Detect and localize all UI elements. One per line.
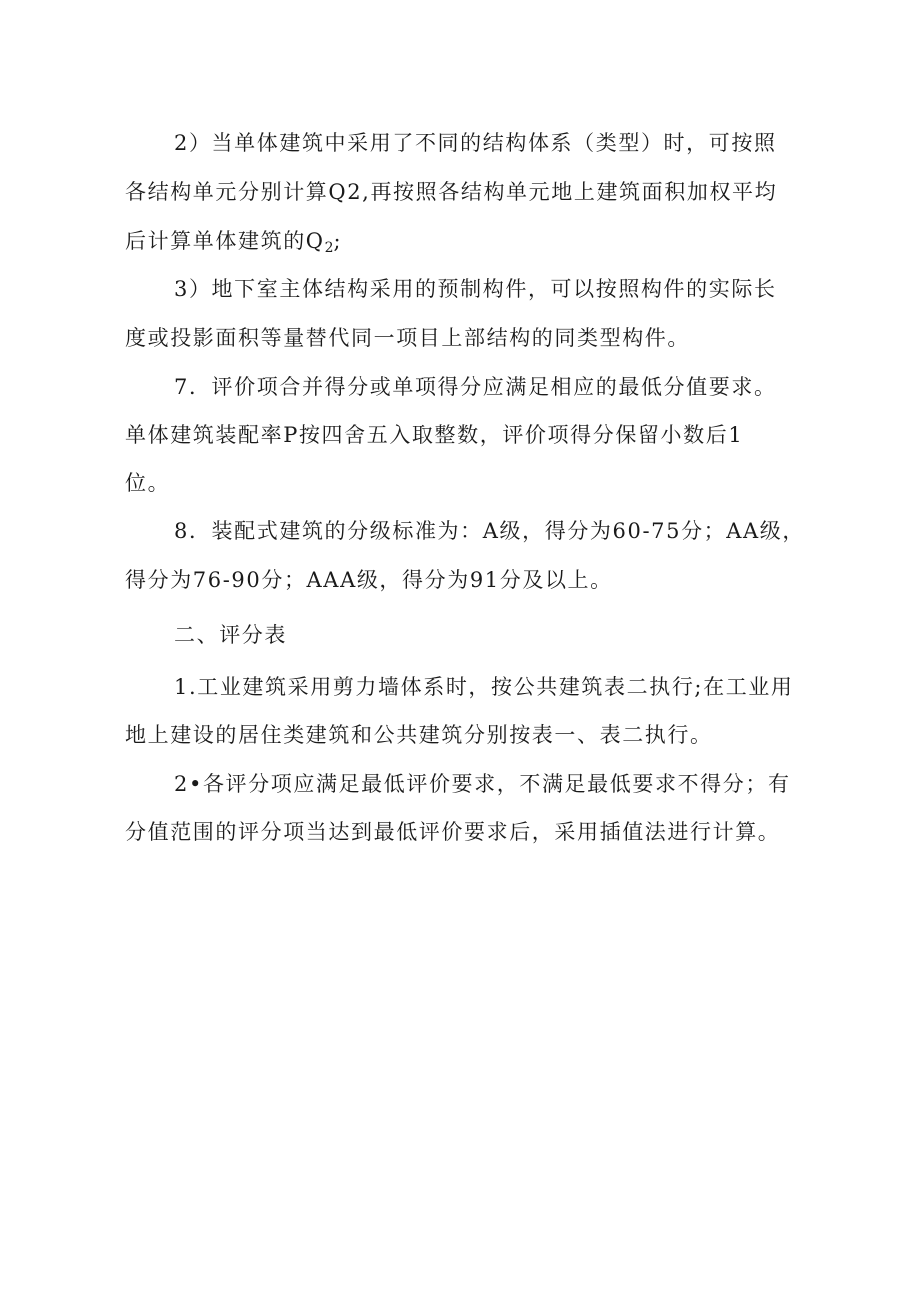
rule1-line1: 1.工业建筑采用剪力墙体系时，按公共建筑表二执行;在工业用 [174, 675, 794, 699]
item8-line1: 8．装配式建筑的分级标准为：A级，得分为60-75分；AA级， [174, 519, 805, 543]
item3-line2: 度或投影面积等量替代同一项目上部结构的同类型构件。 [125, 326, 690, 350]
rule2-line1: 2•各评分项应满足最低评价要求，不满足最低要求不得分；有 [174, 772, 791, 796]
item7-line2: 单体建筑装配率P按四舍五入取整数，评价项得分保留小数后1 [125, 423, 744, 447]
item3-line1: 3）地下室主体结构采用的预制构件，可以按照构件的实际长 [174, 277, 777, 301]
section-heading-scoring-table: 二、评分表 [174, 623, 287, 647]
item7-line3: 位。 [125, 471, 171, 495]
rule2-line2: 分值范围的评分项当达到最低评价要求后，采用插值法进行计算。 [125, 820, 781, 844]
item2-line2: 各结构单元分别计算Q2,再按照各结构单元地上建筑面积加权平均 [125, 180, 778, 204]
rule1-line2: 地上建设的居住类建筑和公共建筑分别按表一、表二执行。 [125, 723, 713, 747]
item2-line3-suffix: ; [333, 229, 343, 253]
item8-line2: 得分为76-90分；AAA级，得分为91分及以上。 [125, 568, 613, 592]
item2-line1: 2）当单体建筑中采用了不同的结构体系（类型）时，可按照 [174, 131, 777, 155]
q2-subscript: 2 [324, 240, 334, 256]
item2-line3-prefix: 后计算单体建筑的Q [125, 229, 325, 253]
item7-line1: 7．评价项合并得分或单项得分应满足相应的最低分值要求。 [174, 375, 777, 399]
item2-line3 [125, 226, 342, 263]
